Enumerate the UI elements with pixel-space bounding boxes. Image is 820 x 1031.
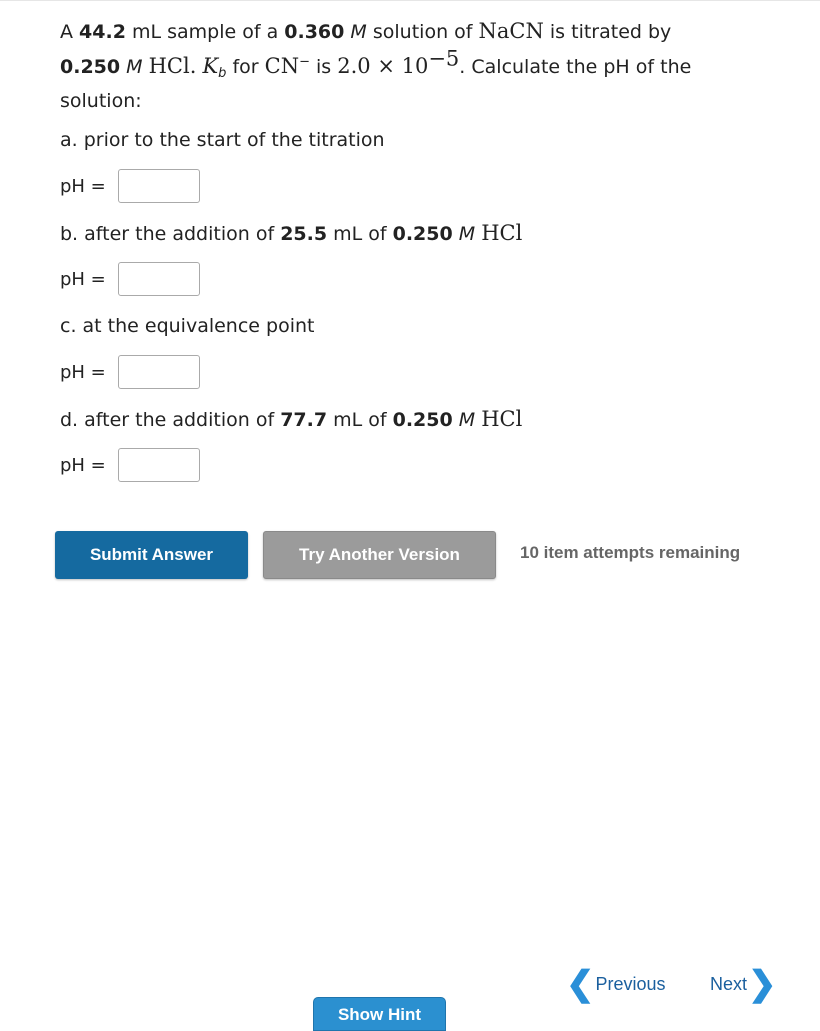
cyanide-charge: − xyxy=(299,54,310,70)
part-c-ph-input[interactable] xyxy=(118,355,200,389)
part-d-answer-row xyxy=(60,446,200,484)
part-a-answer-row xyxy=(60,167,200,205)
ph-label: pH = xyxy=(60,268,106,290)
question-line-1: A 44.2 mL sample of a 0.360 M solution of NaCN is titrated by xyxy=(60,19,672,43)
nacn-concentration: 0.360 xyxy=(284,21,345,43)
part-c-answer-row xyxy=(60,353,200,391)
chevron-right-icon: ❯ xyxy=(748,965,777,1003)
molarity-unit: M xyxy=(350,21,367,43)
part-a-label: a. prior to the start of the titration xyxy=(60,129,385,151)
sample-volume: 44.2 xyxy=(79,21,126,43)
previous-button[interactable] xyxy=(566,966,666,1002)
part-d-ph-input[interactable] xyxy=(118,448,200,482)
kb-value: 2.0 × 10 xyxy=(337,54,429,78)
part-c-label: c. at the equivalence point xyxy=(60,315,315,337)
chevron-left-icon: ❮ xyxy=(566,965,595,1003)
molarity-unit: M xyxy=(458,223,476,245)
question-line-3: solution: xyxy=(60,90,142,112)
top-divider xyxy=(0,0,820,1)
attempts-remaining: 10 item attempts remaining xyxy=(520,543,741,562)
previous-label: Previous xyxy=(595,973,666,994)
part-b-ph-input[interactable] xyxy=(118,262,200,296)
part-b-answer-row xyxy=(60,260,200,298)
part-d-concentration: 0.250 xyxy=(392,409,453,431)
submit-answer-button[interactable]: Submit Answer xyxy=(55,531,248,579)
part-a-ph-input[interactable] xyxy=(118,169,200,203)
question-line-2: 0.250 M HCl. $K_b$ for CN− is $2.0 \times 10^{-5}$. Calculate the pH of the xyxy=(60,46,692,81)
hcl-formula: HCl xyxy=(481,407,523,431)
question-text xyxy=(60,14,780,118)
cyanide-formula: CN xyxy=(264,54,300,78)
show-hint-button[interactable]: Show Hint xyxy=(313,997,446,1031)
ph-label: pH = xyxy=(60,175,106,197)
ph-label: pH = xyxy=(60,454,106,476)
part-b-concentration: 0.250 xyxy=(392,223,453,245)
part-b-label: b. after the addition of 25.5 mL of 0.250 M HCl xyxy=(60,221,523,245)
nacn-formula: NaCN xyxy=(478,19,544,43)
ph-label: pH = xyxy=(60,361,106,383)
part-d-volume: 77.7 xyxy=(280,409,328,431)
kb-exponent: −5 xyxy=(428,46,460,71)
kb-subscript: b xyxy=(218,66,227,81)
hcl-formula: HCl xyxy=(481,221,523,245)
try-another-version-button[interactable]: Try Another Version xyxy=(263,531,496,579)
hcl-formula: HCl. xyxy=(148,54,197,78)
part-b-volume: 25.5 xyxy=(280,223,328,245)
molarity-unit: M xyxy=(126,56,143,78)
next-button[interactable] xyxy=(710,966,777,1002)
molarity-unit: M xyxy=(458,409,476,431)
part-d-label: d. after the addition of 77.7 mL of 0.250 M HCl xyxy=(60,407,523,431)
next-label: Next xyxy=(710,973,748,994)
hcl-concentration: 0.250 xyxy=(60,56,121,78)
kb-symbol: K xyxy=(202,54,219,78)
